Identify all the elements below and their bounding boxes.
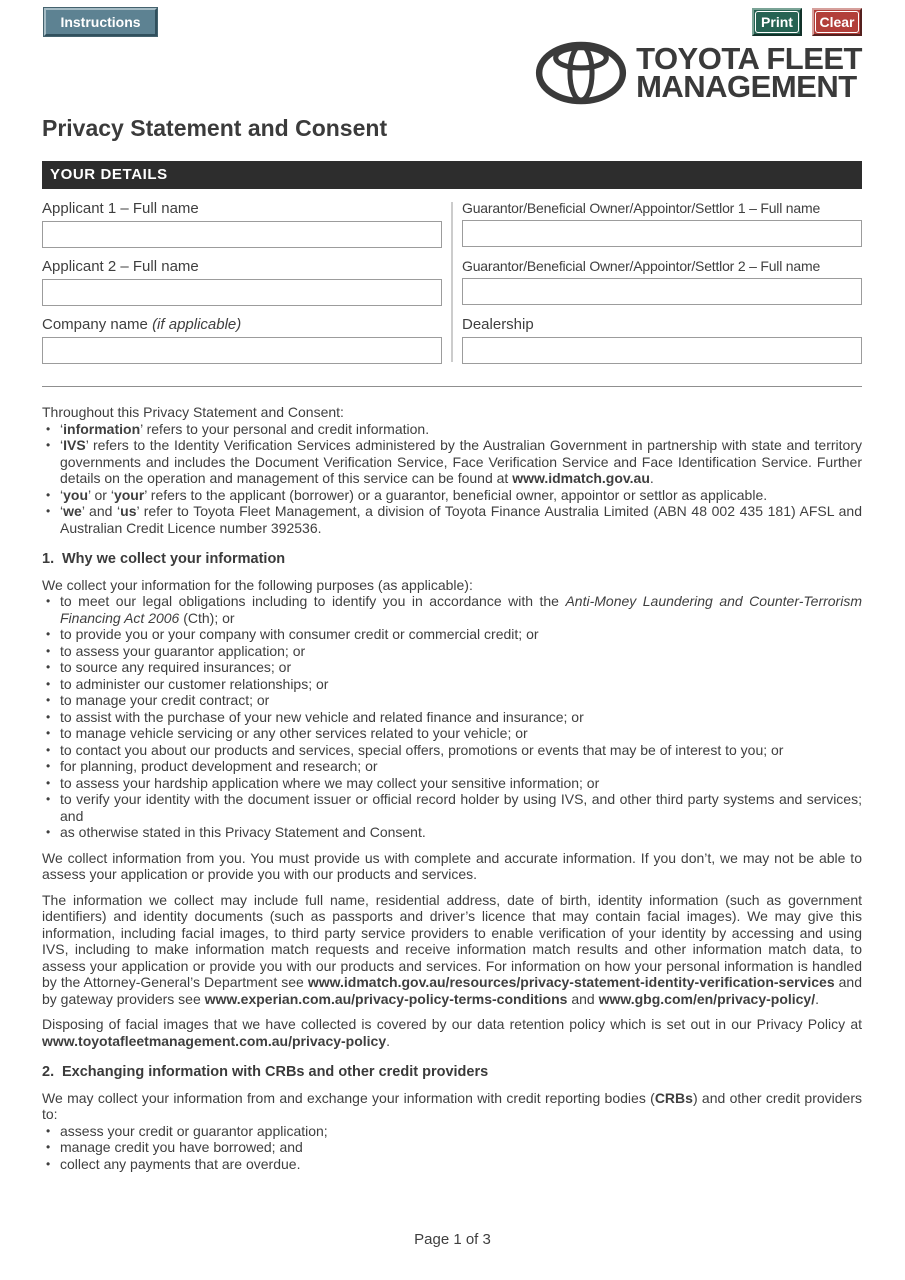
bullet-marker: • — [46, 594, 51, 608]
text-run: . — [386, 1032, 391, 1049]
text-run: www.gbg.com/en/privacy-policy/ — [598, 990, 816, 1007]
bullet-text — [60, 421, 862, 438]
text-run: We collect information from you. You must provide us with complete and accurate information. If you don’t, we may not be able to assess your application or provide you with our products and services. — [42, 849, 862, 882]
field-label-text: Applicant 1 – Full name — [42, 200, 199, 217]
bullet-item — [42, 659, 862, 676]
document-body — [42, 404, 862, 1172]
paragraph — [42, 1090, 862, 1123]
text-run: ’ refers to the applicant (borrower) or a guarantor, beneficial owner, appointor or settlor as applicable. — [144, 486, 768, 503]
bullet-text — [60, 725, 862, 742]
bullet-item — [42, 487, 862, 504]
heading-text — [62, 1064, 488, 1080]
bullet-text — [60, 1123, 862, 1140]
text-run: and by gateway providers see — [42, 974, 863, 1007]
bullet-item — [42, 643, 862, 660]
bullet-marker: • — [46, 660, 51, 674]
bullet-marker: • — [46, 1123, 51, 1138]
text-run: to source any required insurances; or — [60, 659, 292, 675]
bullet-marker: • — [46, 726, 51, 740]
bullet-text — [60, 487, 862, 504]
text-run: for planning, product development and research; or — [60, 758, 378, 774]
bullet-item — [42, 791, 862, 824]
text-run: you — [63, 486, 89, 503]
section-heading — [42, 1064, 862, 1081]
text-run: as otherwise stated in this Privacy Statement and Consent. — [60, 824, 426, 840]
bullet-marker: • — [46, 627, 51, 641]
bullet-marker: • — [46, 487, 51, 502]
bullet-text — [60, 503, 862, 536]
field-label-text: Applicant 2 – Full name — [42, 258, 199, 275]
bullet-item — [42, 709, 862, 726]
bullet-text — [60, 709, 862, 726]
instructions-button[interactable]: Instructions — [44, 8, 157, 36]
text-run: . — [815, 990, 819, 1007]
text-run: Anti-Money Laundering and Counter-Terrorism Financing Act 2006 — [60, 593, 862, 626]
heading-number: 2. — [42, 1064, 55, 1080]
text-run: CRBs — [654, 1089, 693, 1106]
heading-number: 1. — [42, 551, 55, 567]
paragraph — [42, 577, 862, 594]
bullet-text — [60, 824, 862, 841]
bullet-marker: • — [46, 1140, 51, 1154]
text-run: ‘ — [60, 503, 64, 519]
bullet-item — [42, 593, 862, 626]
field-label — [42, 200, 442, 217]
field-label — [42, 258, 442, 275]
field-applicant1-fullname — [42, 200, 442, 248]
field-guarantor2-fullname — [462, 258, 862, 306]
section-heading — [42, 551, 862, 568]
bullet-marker: • — [46, 709, 51, 724]
toyota-fleet-management-logo — [535, 40, 862, 106]
paragraph — [42, 850, 862, 883]
bullet-text — [60, 758, 862, 775]
field-guarantor1-fullname — [462, 200, 862, 248]
page-title: Privacy Statement and Consent — [42, 115, 388, 141]
page-indicator: Page 1 of 3 — [414, 1231, 491, 1248]
bullet-item — [42, 1139, 862, 1156]
bullet-text — [60, 1156, 862, 1173]
toyota-emblem-icon — [535, 40, 627, 106]
bullet-text — [60, 626, 862, 643]
text-run: to meet our legal obligations including to identify you in accordance with the — [60, 593, 566, 609]
bullet-text — [60, 643, 862, 660]
guarantor1-fullname-input[interactable] — [462, 220, 862, 247]
text-run: www.idmatch.gov.au/resources/privacy-statement-identity-verification-services — [307, 974, 835, 990]
field-label-text: Company name — [42, 316, 153, 333]
text-run: ’ and ‘ — [81, 503, 121, 519]
text-run: to administer our customer relationships; or — [60, 675, 329, 692]
text-run: us — [120, 503, 137, 519]
text-run: Disposing of facial images that we have collected is covered by our data retention policy which is set out in our Privacy Policy at — [42, 1016, 862, 1032]
paragraph — [42, 404, 862, 421]
dealership-input[interactable] — [462, 337, 862, 364]
field-label-text: Guarantor/Beneficial Owner/Appointor/Settlor 2 – Full name — [462, 258, 821, 274]
field-label — [42, 316, 442, 333]
text-run: to assist with the purchase of your new vehicle and related finance and insurance; or — [60, 708, 584, 725]
bullet-marker: • — [46, 438, 51, 452]
bullet-marker: • — [46, 676, 51, 691]
text-run: ’ refer to Toyota Fleet Management, a division of Toyota Finance Australia Limited (ABN 48 002 435 181) AFSL and Australian Credit Licence number 392536. — [60, 503, 862, 536]
document-content — [42, 115, 862, 1172]
bullet-text — [60, 775, 862, 792]
bullet-item — [42, 725, 862, 742]
text-run: Why we collect your information — [62, 551, 286, 567]
text-run: to assess your hardship application where we may collect your sensitive information; or — [60, 774, 600, 791]
bullet-item — [42, 1123, 862, 1140]
bullet-text — [60, 437, 862, 487]
text-run: The information we collect may include full name, residential address, date of birth, identity information (such as government identifiers) and identity documents (such as passports and driver’s licence that may contain facial images). We may give this information, including facial images, to third party service providers to enable verification of your identity by accessing and using IVS, including to make information match requests and receive information match results and other information match data, to assess your application or provide you with our products and services. For information on how your personal information is handled by the Attorney-General’s Department see — [42, 891, 862, 990]
text-run: ‘ — [60, 486, 64, 503]
text-run: Exchanging information with CRBs and other credit providers — [62, 1064, 489, 1080]
bullet-text — [60, 676, 862, 693]
heading-text — [62, 551, 285, 567]
bullet-text — [60, 692, 862, 709]
text-run: to manage your credit contract; or — [60, 692, 270, 708]
field-label-italic: (if applicable) — [152, 316, 242, 333]
text-run: manage credit you have borrowed; and — [60, 1139, 303, 1155]
field-label-text: Guarantor/Beneficial Owner/Appointor/Settlor 1 – Full name — [462, 200, 821, 216]
text-run: www.experian.com.au/privacy-policy-terms-conditions — [204, 990, 568, 1007]
bullet-text — [60, 659, 862, 676]
text-run: collect any payments that are overdue. — [60, 1155, 301, 1172]
field-dealership — [462, 316, 862, 364]
text-run: We collect your information for the following purposes (as applicable): — [42, 576, 473, 593]
bullet-marker: • — [46, 825, 51, 839]
bullet-marker: • — [46, 504, 51, 518]
text-run: ’ refers to the Identity Verification Services administered by the Australian Government in partnership with state and territory governments and includes the Document Verification Service, Face Verification Service and Face Identification Service. Further details on the operation and management of this service can be found at — [60, 437, 862, 486]
text-run: ’ or ‘ — [88, 486, 114, 503]
field-label-text: Dealership — [462, 316, 534, 333]
bullet-item — [42, 437, 862, 487]
bullet-item — [42, 758, 862, 775]
text-run: your — [113, 486, 145, 503]
print-button[interactable]: Print — [752, 8, 802, 36]
bullet-item — [42, 421, 862, 438]
text-run: www.toyotafleetmanagement.com.au/privacy-policy — [42, 1032, 387, 1049]
bullet-item — [42, 742, 862, 759]
logo-line2: MANAGEMENT — [636, 69, 857, 104]
bullet-marker: • — [46, 643, 51, 658]
bullet-marker: • — [46, 421, 51, 436]
bullet-item — [42, 503, 862, 536]
text-run: to assess your guarantor application; or — [60, 642, 306, 659]
bullet-item — [42, 676, 862, 693]
text-run: to verify your identity with the document issuer or official record holder by using IVS, and other third party systems and services; and — [60, 791, 862, 824]
bullet-marker: • — [46, 742, 51, 757]
text-run: . — [649, 470, 654, 486]
text-run: IVS — [63, 437, 86, 453]
text-run: and — [567, 990, 599, 1007]
company-name-input[interactable] — [42, 337, 442, 364]
field-label — [462, 258, 862, 274]
your-details-fields — [42, 200, 862, 364]
text-run: to provide you or your company with consumer credit or commercial credit; or — [60, 626, 539, 642]
field-label — [462, 200, 862, 216]
logo-line1: TOYOTA FLEET — [636, 41, 862, 76]
applicant2-fullname-input[interactable] — [42, 279, 442, 306]
bullet-item — [42, 626, 862, 643]
applicant1-fullname-input[interactable] — [42, 221, 442, 248]
guarantor2-fullname-input[interactable] — [462, 278, 862, 305]
text-run: assess your credit or guarantor application; — [60, 1122, 328, 1139]
horizontal-divider — [42, 386, 862, 387]
bullet-marker: • — [46, 775, 51, 790]
field-applicant2-fullname — [42, 258, 442, 306]
column-divider — [451, 202, 453, 362]
bullet-item — [42, 775, 862, 792]
text-run: www.idmatch.gov.au — [512, 470, 650, 486]
field-company-name — [42, 316, 442, 364]
bullet-text — [60, 1139, 862, 1156]
bullet-text — [60, 593, 862, 626]
bullet-marker: • — [46, 759, 51, 773]
text-run: ‘ — [60, 420, 64, 437]
your-details-section-header: YOUR DETAILS — [42, 161, 862, 189]
text-run: Throughout this Privacy Statement and Consent: — [42, 404, 344, 420]
text-run: to manage vehicle servicing or any other services related to your vehicle; or — [60, 725, 528, 741]
bullet-item — [42, 824, 862, 841]
bullet-marker: • — [46, 1156, 51, 1171]
field-label — [462, 316, 862, 333]
text-run: ) and other credit providers to: — [42, 1089, 862, 1122]
text-run: We may collect your information from and exchange your information with credit reporting bodies ( — [42, 1089, 655, 1106]
bullet-marker: • — [46, 792, 51, 806]
bullet-item — [42, 1156, 862, 1173]
bullet-item — [42, 692, 862, 709]
text-run: to contact you about our products and services, special offers, promotions or events that may be of interest to you; or — [60, 741, 784, 758]
logo-wordmark — [636, 41, 862, 104]
text-run: (Cth); or — [179, 609, 235, 626]
paragraph — [42, 892, 862, 1008]
bullet-text — [60, 791, 862, 824]
text-run: ’ refers to your personal and credit information. — [140, 420, 430, 437]
text-run: information — [63, 420, 141, 437]
paragraph — [42, 1016, 862, 1049]
bullet-text — [60, 742, 862, 759]
bullet-marker: • — [46, 693, 51, 707]
text-run: we — [63, 503, 82, 519]
text-run: ‘ — [60, 437, 64, 453]
clear-button[interactable]: Clear — [812, 8, 862, 36]
